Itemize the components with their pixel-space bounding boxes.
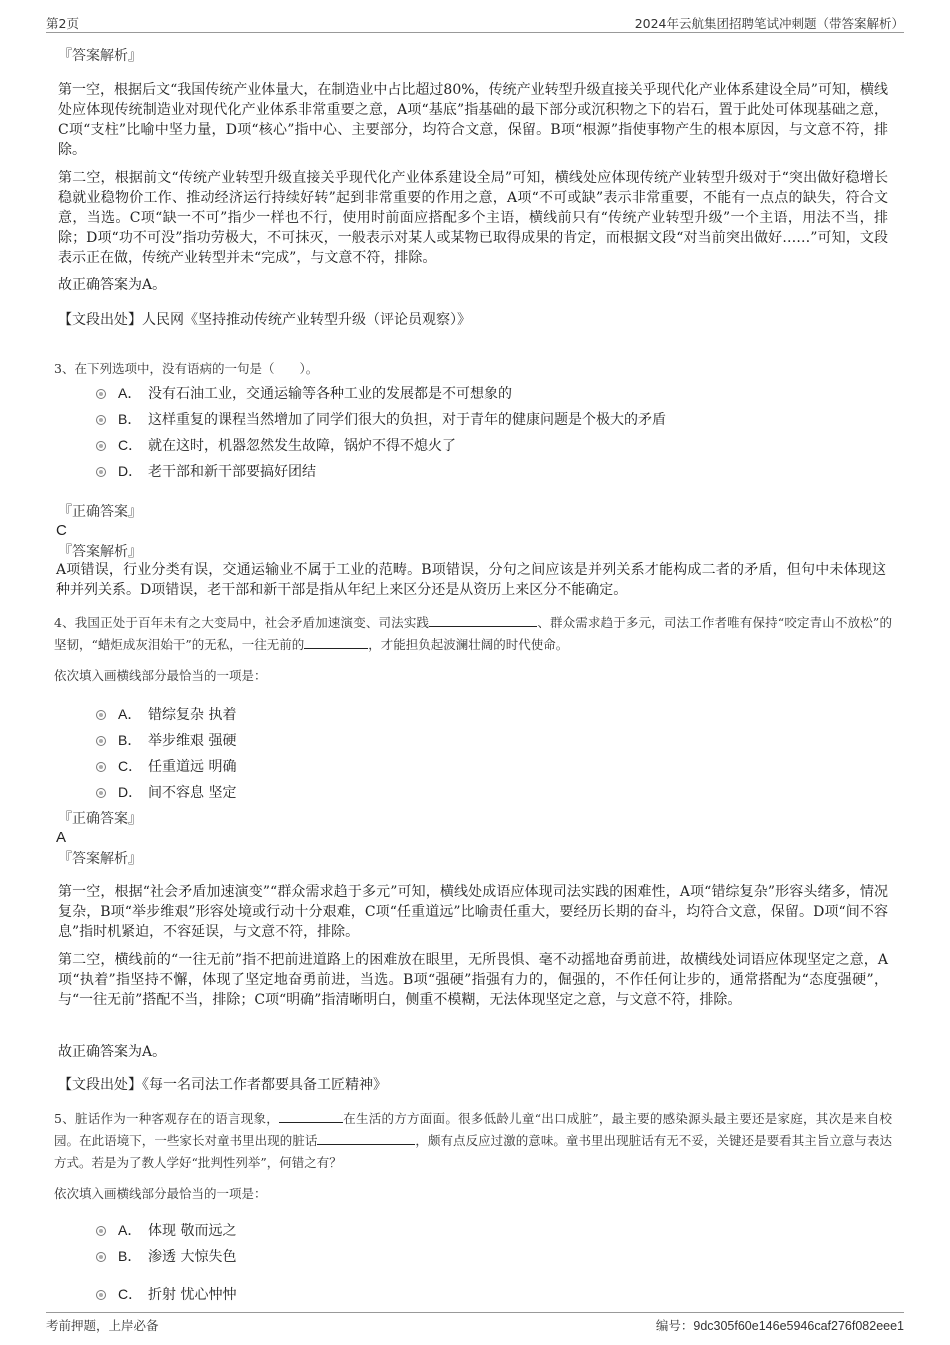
- radio-icon[interactable]: [96, 467, 106, 477]
- q3-stem: 3、在下列选项中，没有语病的一句是（ ）。: [54, 361, 319, 376]
- q4-stem: 4、我国正处于百年未有之大变局中，社会矛盾加速演变、司法实践 、群众需求趋于多元，司法工作者唯有保持“咬定青山不放松”的坚韧，“蜡炬成灰泪始干”的无私，一往无前的 ，才能担负起波澜壮阔的时代使命。: [54, 612, 892, 656]
- radio-icon[interactable]: [96, 1290, 106, 1300]
- radio-icon[interactable]: [96, 415, 106, 425]
- q4-analysis-para1: 第一空，根据“社会矛盾加速演变”“群众需求趋于多元”可知，横线处成语应体现司法实践的困难性，A项“错综复杂”形容头绪多，情况复杂，B项“举步维艰”形容处境或行动十分艰难，C项“任重道远”比喻责任重大，要经历长期的奋斗，均符合文意，保留。D项“间不容息”指时机紧迫，不容延误，与文意不符，排除。: [58, 884, 888, 940]
- q3-option-d[interactable]: D． 老干部和新干部要搞好团结: [96, 461, 316, 482]
- q4-instruction: 依次填入画横线部分最恰当的一项是：: [54, 668, 267, 683]
- q2-source: 【文段出处】人民网《坚持推动传统产业转型升级（评论员观察）》: [58, 312, 471, 328]
- q4-conclusion: 故正确答案为A。: [58, 1044, 167, 1060]
- radio-icon[interactable]: [96, 441, 106, 451]
- q4-option-c[interactable]: C． 任重道远 明确: [96, 756, 236, 777]
- q3-option-a[interactable]: A． 没有石油工业，交通运输等各种工业的发展都是不可想象的: [96, 383, 512, 404]
- q4-blank-1: [429, 612, 537, 627]
- q5-blank-1: [279, 1108, 343, 1123]
- page-footer: [46, 1312, 904, 1337]
- q2-analysis-para2: 第二空，根据前文“传统产业转型升级直接关乎现代化产业体系建设全局”可知，横线处应体现传统产业转型升级对于“突出做好稳增长稳就业稳物价工作、推动经济运行持续好转”起到非常重要的作用之意，A项“不可或缺”表示非常重要，不能有一点点的缺失，符合文意，当选。C项“缺一不可”指少一样也不行，使用时前面应搭配多个主语，横线前只有“传统产业转型升级”一个主语，用法不当，排除；D项“功不可没”指功劳极大，不可抹灭，一般表示对某人或某物已取得成果的肯定，而根据文段“对当前突出做好……”可知，文段表示正在做，传统产业转型并未“完成”，与文意不符，排除。: [58, 170, 888, 266]
- q5-blank-2: [317, 1130, 415, 1145]
- q4-option-a[interactable]: A． 错综复杂 执着: [96, 704, 236, 725]
- q3-answer: C: [56, 522, 67, 539]
- q5-instruction: 依次填入画横线部分最恰当的一项是：: [54, 1186, 267, 1201]
- q2-analysis-para1: 第一空，根据后文“我国传统产业体量大，在制造业中占比超过80%，传统产业转型升级直接关乎现代化产业体系建设全局”可知，横线处应体现传统制造业对现代化产业体系非常重要之意，A项“基底”指基础的最下部分或沉积物之下的岩石，置于此处可体现基础之意，C项“支柱”比喻中坚力量，D项“核心”指中心、主要部分，均符合文意，保留。B项“根源”指使事物产生的根本原因，与文意不符，排除。: [58, 82, 888, 158]
- q4-analysis-para2: 第二空，横线前的“一往无前”指不把前进道路上的困难放在眼里，无所畏惧、毫不动摇地奋勇前进，故横线处词语应体现坚定之意，A项“执着”指坚持不懈，体现了坚定地奋勇前进，当选。B项“强硬”指强有力的，倔强的，不作任何让步的，通常搭配为“态度强硬”，与“一往无前”搭配不当，排除；C项“明确”指清晰明白，侧重不模糊，无法体现坚定之意，与文意不符，排除。: [58, 952, 888, 1008]
- q4-blank-2: [304, 634, 368, 649]
- document-title: 2024年云航集团招聘笔试冲刺题（带答案解析）: [634, 16, 904, 31]
- q3-answer-heading: 『正确答案』: [58, 504, 142, 520]
- radio-icon[interactable]: [96, 1252, 106, 1262]
- footer-slogan: 考前押题，上岸必备: [46, 1318, 159, 1333]
- q4-source: 【文段出处】《每一名司法工作者都要具备工匠精神》: [58, 1077, 387, 1093]
- page-number: 第2页: [46, 16, 79, 31]
- radio-icon[interactable]: [96, 1226, 106, 1236]
- radio-icon[interactable]: [96, 762, 106, 772]
- q5-option-c[interactable]: C． 折射 忧心忡忡: [96, 1284, 236, 1305]
- q2-analysis-heading: 『答案解析』: [58, 48, 142, 64]
- radio-icon[interactable]: [96, 710, 106, 720]
- q4-answer-heading: 『正确答案』: [58, 811, 142, 827]
- q4-option-b[interactable]: B． 举步维艰 强硬: [96, 730, 236, 751]
- q3-analysis: A项错误，行业分类有误，交通运输业不属于工业的范畴。B项错误，分句之间应该是并列关系才能构成二者的矛盾，但句中未体现这种并列关系。D项错误，老干部和新干部是指从年纪上来区分还是从资历上来区分不能确定。: [56, 562, 886, 598]
- radio-icon[interactable]: [96, 736, 106, 746]
- q3-analysis-heading: 『答案解析』: [58, 544, 142, 560]
- radio-icon[interactable]: [96, 788, 106, 798]
- q4-answer: A: [56, 829, 67, 846]
- q4-option-d[interactable]: D． 间不容息 坚定: [96, 782, 236, 803]
- page-header: [46, 10, 904, 33]
- q5-option-b[interactable]: B． 渗透 大惊失色: [96, 1246, 236, 1267]
- q4-analysis-heading: 『答案解析』: [58, 851, 142, 867]
- q5-option-a[interactable]: A． 体现 敬而远之: [96, 1220, 236, 1241]
- radio-icon[interactable]: [96, 389, 106, 399]
- q2-conclusion: 故正确答案为A。: [58, 277, 167, 293]
- q5-stem: 5、脏话作为一种客观存在的语言现象， 在生活的方方面面。很多低龄儿童“出口成脏”，最主要的感染源头最主要还是家庭，其次是来自校园。在此语境下，一些家长对童书里出现的脏话 ，颇有点反应过激的意味。童书里出现脏话有无不妥，关键还是要看其主旨立意与表达方式。若是为了教人学好“批判性列举”，何错之有？: [54, 1108, 892, 1174]
- q3-option-b[interactable]: B． 这样重复的课程当然增加了同学们很大的负担，对于青年的健康问题是个极大的矛盾: [96, 409, 666, 430]
- footer-serial: 编号：9dc305f60e146e5946caf276f082eee1: [655, 1318, 904, 1333]
- serial-number: 9dc305f60e146e5946caf276f082eee1: [693, 1319, 904, 1333]
- q3-option-c[interactable]: C． 就在这时，机器忽然发生故障，锅炉不得不熄火了: [96, 435, 456, 456]
